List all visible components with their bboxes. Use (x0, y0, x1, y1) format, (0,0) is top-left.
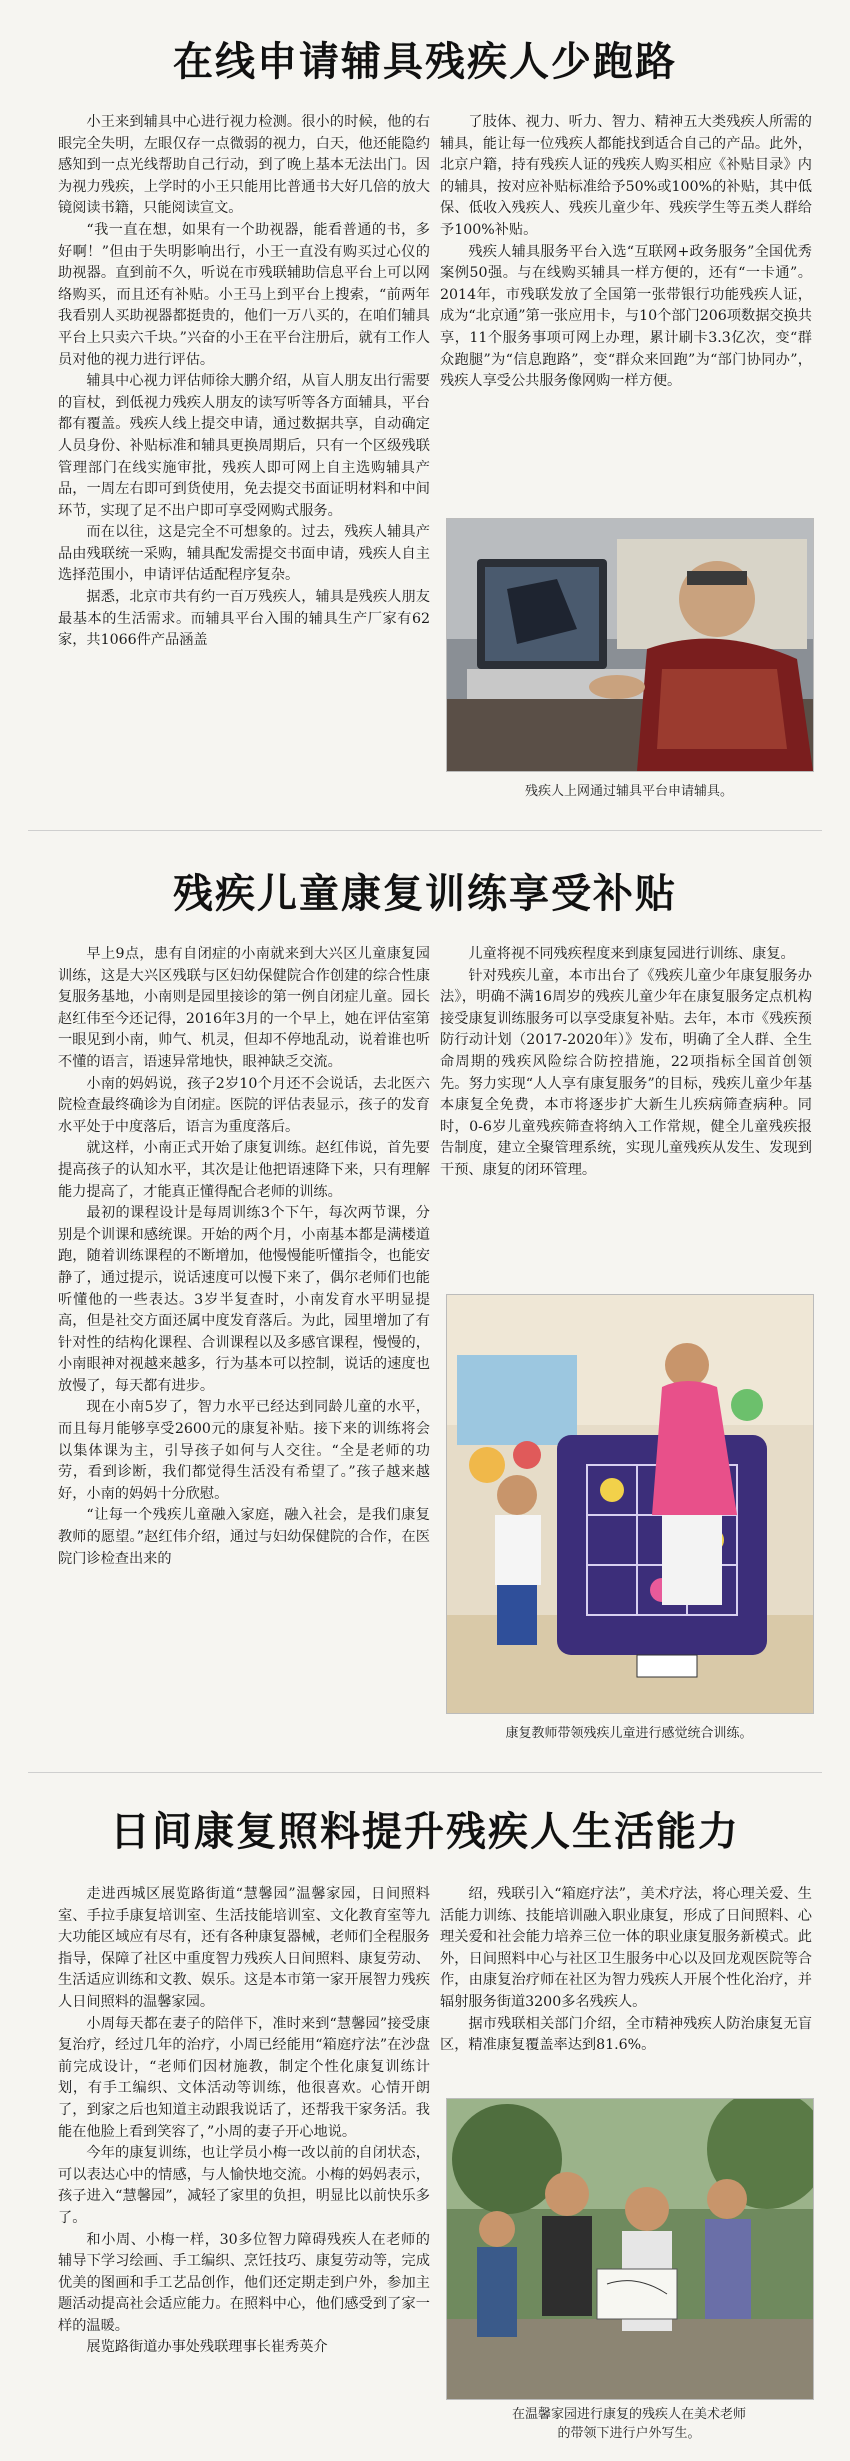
section1-right-column (440, 112, 812, 522)
body-paragraph: 了肢体、视力、听力、智力、精神五大类残疾人所需的辅具，能让每一位残疾人都能找到适合自己的产品。此外，北京户籍，持有残疾人证的残疾人购买相应《补贴目录》内的辅具，按对应补贴标准给予50%或100%的补贴，其中低保、低收入残疾人、残疾儿童少年、残疾学生等五类人群给予100%补贴。 (440, 114, 812, 238)
photo-teacher-with-child (446, 1294, 814, 1714)
body-paragraph: 据悉，北京市共有约一百万残疾人，辅具是残疾人朋友最基本的生活需求。而辅具平台入围的辅具生产厂家有62家，共1066件产品涵盖 (58, 589, 430, 649)
body-paragraph: 就这样，小南正式开始了康复训练。赵红伟说，首先要提高孩子的认知水平，其次是让他把语速降下来，只有理解能力提高了，才能真正懂得配合老师的训练。 (58, 1140, 430, 1200)
section-divider (28, 830, 822, 831)
section3-title: 日间康复照料提升残疾人生活能力 (110, 1809, 740, 1855)
section3-caption (446, 2405, 812, 2443)
body-paragraph: 走进西城区展览路街道“慧馨园”温馨家园，日间照料室、手拉手康复培训室、生活技能培训室、文化教育室等九大功能区域应有尽有，还有各种康复器械，老师们全程服务指导，保障了社区中重度智力残疾人日间照料、康复劳动、生活适应训练和文教、娱乐。这是本市第一家开展智力残疾人日间照料的温馨家园。 (58, 1886, 430, 2010)
body-paragraph: 据市残联相关部门介绍，全市精神残疾人防治康复无盲区，精准康复覆盖率达到81.6%。 (440, 2015, 812, 2054)
section1-caption: 残疾人上网通过辅具平台申请辅具。 (524, 784, 733, 799)
body-paragraph: 现在小南5岁了，智力水平已经达到同龄儿童的水平，而且每月能够享受2600元的康复补贴。接下来的训练将会以集体课为主，引导孩子如何与人交往。“全是老师的功劳，看到诊断，我们都觉得生活没有希望了。”孩子越来越好，小南的妈妈十分欣慰。 (58, 1399, 430, 1502)
section3-right-column (440, 1884, 812, 2094)
body-paragraph: 儿童将视不同残疾程度来到康复园进行训练、康复。 (468, 946, 795, 962)
section3-left-column (58, 1884, 430, 2444)
body-paragraph: 而在以往，这是完全不可想象的。过去，残疾人辅具产品由残联统一采购，辅具配发需提交书面申请，残疾人自主选择范围小，申请评估适配程序复杂。 (58, 524, 430, 584)
section3-caption-line2: 的带领下进行户外写生。 (557, 2426, 701, 2441)
section1-title: 在线申请辅具残疾人少跑路 (173, 39, 677, 85)
body-paragraph: 小王来到辅具中心进行视力检测。很小的时候，他的右眼完全失明，左眼仅存一点微弱的视力，白天，他还能隐约感知到一点光线帮助自己行动，到了晚上基本无法出门。因为视力残疾，上学时的小王只能用比普通书大好几倍的放大镜阅读书籍，只能阅读宣文。 (58, 114, 430, 217)
body-paragraph: 今年的康复训练，也让学员小梅一改以前的自闭状态，可以表达心中的情感，与人愉快地交流。小梅的妈妈表示，孩子进入“慧馨园”，减轻了家里的负担，明显比以前快乐多了。 (58, 2145, 430, 2226)
body-paragraph: 早上9点，患有自闭症的小南就来到大兴区儿童康复园训练，这是大兴区残联与区妇幼保健院合作创建的综合性康复服务基地，小南则是园里接诊的第一例自闭症儿童。园长赵红伟至今还记得，2016年3月的一个早上，她在评估室第一眼见到小南，帅气、机灵，但却不停地乱动，说着谁也听不懂的语言，语速异常地快，眼神缺乏交流。 (58, 946, 430, 1070)
section-divider (28, 1772, 822, 1773)
section3-caption-line1: 在温馨家园进行康复的残疾人在美术老师 (511, 2407, 746, 2422)
section2-right-column (440, 944, 812, 1274)
photo-outdoor-sketching (446, 2098, 814, 2400)
body-paragraph: “让每一个残疾儿童融入家庭，融入社会，是我们康复教师的愿望。”赵红伟介绍，通过与妇幼保健院的合作，在医院门诊检查出来的 (58, 1507, 430, 1567)
section1-left-column (58, 112, 430, 802)
body-paragraph: 小南的妈妈说，孩子2岁10个月还不会说话，去北医六院检查最终确诊为自闭症。医院的评估表显示，孩子的发育水平处于中度落后，语言为重度落后。 (58, 1075, 430, 1135)
photo-man-at-laptop (446, 518, 814, 772)
section2-title: 残疾儿童康复训练享受补贴 (173, 871, 677, 917)
section2-caption: 康复教师带领残疾儿童进行感觉统合训练。 (505, 1726, 753, 1741)
body-paragraph: 残疾人辅具服务平台入选“互联网+政务服务”全国优秀案例50强。与在线购买辅具一样方便的，还有“一卡通”。2014年，市残联发放了全国第一张带银行功能残疾人证，成为“北京通”第一张应用卡，与10个部门206项数据交换共享，11个服务事项可网上办理，累计刷卡3.3亿次，变“群众跑腿”为“信息跑路”，变“群众来回跑”为“部门协同办”，残疾人享受公共服务像网购一样方便。 (440, 243, 812, 390)
body-paragraph: 针对残疾儿童，本市出台了《残疾儿童少年康复服务办法》，明确不满16周岁的残疾儿童少年在康复服务定点机构接受康复训练服务可以享受康复补贴。去年，本市《残疾预防行动计划（2017-2020年）》发布，明确了全人群、全生命周期的残疾风险综合防控措施，22项指标全国首创领先。努力实现“人人享有康复服务”的目标，残疾儿童少年基本康复全免费，本市将逐步扩大新生儿疾病筛查病种。同时，0-6岁儿童残疾筛查将纳入工作常规，健全儿童残疾报告制度，建立全聚管理系统，实现儿童残疾从发生、发现到干预、康复的闭环管理。 (440, 967, 812, 1178)
body-paragraph: 和小周、小梅一样，30多位智力障碍残疾人在老师的辅导下学习绘画、手工编织、烹饪技巧、康复劳动等，完成优美的图画和手工艺品创作，他们还定期走到户外，参加主题活动提高社会适应能力。在照料中心，他们感受到了家一样的温暖。 (58, 2231, 430, 2334)
section2-left-column (58, 944, 430, 1754)
body-paragraph: 辅具中心视力评估师徐大鹏介绍，从盲人朋友出行需要的盲杖，到低视力残疾人朋友的读写听等各方面辅具，平台都有覆盖。残疾人线上提交申请，通过数据共享，自动确定人员身份、补贴标准和辅具更换周期后，只有一个区级残联管理部门在线实施审批，残疾人即可网上自主选购辅具产品，一周左右即可到货使用，免去提交书面证明材料和中间环节，实现了足不出户即可享受网购式服务。 (58, 373, 430, 519)
body-paragraph: 展览路街道办事处残联理事长崔秀英介 (86, 2339, 328, 2356)
body-paragraph: “我一直在想，如果有一个助视器，能看普通的书，多好啊！”但由于失明影响出行，小王一直没有购买过心仪的助视器。直到前不久，听说在市残联辅助信息平台上可以网络购买，而且还有补贴。小王马上到平台上搜索，“前两年我看别人买助视器都挺贵的，他们一万八买的，在咱们辅具平台上只卖六千块。”兴奋的小王在平台注册后，就有工作人员对他的视力进行评估。 (58, 221, 430, 368)
body-paragraph: 小周每天都在妻子的陪伴下，准时来到“慧馨园”接受康复治疗，经过几年的治疗，小周已经能用“箱庭疗法”在沙盘前完成设计，“老师们因材施教，制定个性化康复训练计划，有手工编织、文体活动等训练，他很喜欢。心情开朗了，到家之后也知道主动跟我说话了，还帮我干家务活。我能在他脸上看到笑容了，”小周的妻子开心地说。 (58, 2015, 430, 2140)
body-paragraph: 最初的课程设计是每周训练3个下午，每次两节课，分别是个训课和感统课。开始的两个月，小南基本都是满楼道跑，随着训练课程的不断增加，他慢慢能听懂指令，也能安静了，通过提示，说话速度可以慢下来了，偶尔老师们也能听懂他的一些表达。3岁半复查时，小南发育水平明显提高，但是社交方面还属中度发育落后。为此，园里增加了有针对性的结构化课程、合训课程以及多感官课程，慢慢的，小南眼神对视越来越多，行为基本可以控制，说话的速度也放慢了，每天都有进步。 (58, 1205, 430, 1394)
body-paragraph: 绍，残联引入“箱庭疗法”，美术疗法，将心理关爱、生活能力训练、技能培训融入职业康复，形成了日间照料、心理关爱和社会能力培养三位一体的职业康复服务新模式。此外，日间照料中心与社区卫生服务中心以及回龙观医院等合作，由康复治疗师在社区为智力残疾人开展个性化治疗，并辐射服务街道3200多名残疾人。 (440, 1886, 812, 2010)
